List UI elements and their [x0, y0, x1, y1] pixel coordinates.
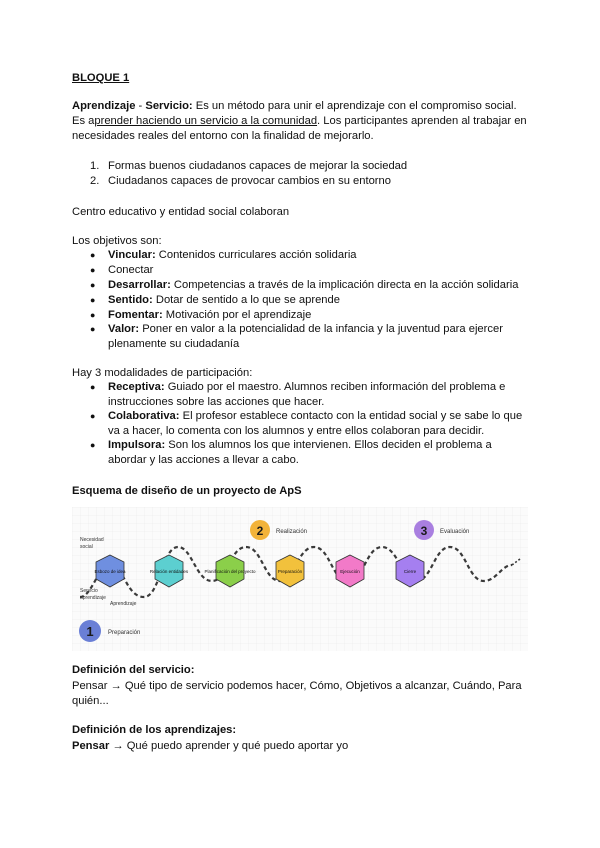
- intro-line-1: [72, 99, 517, 113]
- list-item: Valor: Poner en valor a la potencialidad de la infancia y la juventud para ejercer: [108, 323, 503, 335]
- service-def-line-2: quién...: [72, 695, 109, 707]
- list-item-continuation: plenamente su ciudadanía: [108, 338, 240, 350]
- list-item: Colaborativa: El profesor establece contacto con la entidad social y se sabe lo que: [108, 410, 523, 422]
- learning-def-text: → Qué puedo aprender y qué puedo aportar yo: [109, 740, 349, 752]
- list-item-continuation: va a hacer, lo comenta con los alumnos y entre ellos colaboran para decidir.: [108, 425, 485, 437]
- bullet-icon: ●: [90, 411, 96, 421]
- bullet-icon: ●: [90, 295, 96, 305]
- collab-line: Centro educativo y entidad social colaboran: [72, 206, 290, 218]
- step3-label: Evaluación: [440, 529, 470, 535]
- service-def-heading: Definición del servicio:: [72, 664, 195, 676]
- side-label: Servicio: [80, 588, 98, 594]
- list-number: 2.: [90, 175, 100, 187]
- list-item: Impulsora: Son los alumnos los que intervienen. Ellos deciden el problema a: [108, 439, 492, 451]
- intro-dash: -: [135, 100, 146, 112]
- side-label: social: [80, 544, 93, 550]
- bullet-icon: ●: [90, 280, 96, 290]
- list-item: Receptiva: Guiado por el maestro. Alumnos reciben información del problema e: [108, 381, 506, 393]
- block-title: BLOQUE 1: [72, 72, 130, 84]
- step2-label: Realización: [276, 529, 308, 535]
- step2-number: 2: [256, 524, 264, 538]
- objectives-intro: Los objetivos son:: [72, 235, 162, 247]
- modalities-intro: Hay 3 modalidades de participación:: [72, 367, 253, 379]
- bullet-icon: ●: [90, 440, 96, 450]
- intro-line2-rest: . Los participantes aprenden al trabajar en: [317, 115, 527, 127]
- list-item: Vincular: Contenidos curriculares acción solidaria: [108, 249, 357, 261]
- intro-line1-rest: Es un método para unir el aprendizaje con el compromiso social.: [192, 100, 517, 112]
- list-item: Ciudadanos capaces de provocar cambios en su entorno: [108, 175, 391, 187]
- list-item-continuation: instrucciones sobre las acciones que hacer.: [108, 396, 325, 408]
- side-label: aprendizaje: [80, 595, 106, 601]
- intro-line-3: necesidades reales del entorno con la finalidad de mejorarlo.: [72, 130, 374, 142]
- list-item: Desarrollar: Competencias a través de la implicación directa en la acción solidaria: [108, 279, 519, 291]
- hexagon-label: Ejecución: [340, 569, 360, 574]
- step1-label: Preparación: [108, 630, 141, 636]
- aps-diagram: [72, 507, 528, 651]
- intro-line-2: [72, 114, 527, 128]
- intro-line2-pre: Es a: [72, 115, 95, 127]
- side-label: Necesidad: [80, 537, 104, 543]
- list-item: Fomentar: Motivación por el aprendizaje: [108, 309, 312, 321]
- service-def-line-1: Pensar → Qué tipo de servicio podemos hacer, Cómo, Objetivos a alcanzar, Cuándo, Para: [72, 680, 522, 692]
- list-item: Sentido: Dotar de sentido a lo que se aprende: [108, 294, 340, 306]
- bullet-icon: ●: [90, 382, 96, 392]
- bullet-icon: ●: [90, 324, 96, 334]
- intro-underlined: prender haciendo un servicio a la comunidad: [94, 115, 318, 127]
- intro-term-servicio: Servicio:: [145, 100, 193, 112]
- learning-def-line: [72, 739, 348, 753]
- hexagon-label: Preparación: [277, 569, 303, 574]
- learning-def-term: Pensar: [72, 740, 110, 752]
- step1-number: 1: [86, 624, 94, 639]
- step3-number: 3: [420, 524, 428, 538]
- bullet-icon: ●: [90, 310, 96, 320]
- list-item: Conectar: [108, 264, 154, 276]
- hexagon-label: Cierre: [403, 569, 417, 574]
- learning-def-heading: Definición de los aprendizajes:: [72, 724, 237, 736]
- bullet-icon: ●: [90, 265, 96, 275]
- list-item: Formas buenos ciudadanos capaces de mejorar la sociedad: [108, 160, 408, 172]
- bullet-icon: ●: [90, 250, 96, 260]
- hexagon-label: Planificación del proyecto: [204, 569, 256, 574]
- diagram-title: Esquema de diseño de un proyecto de ApS: [72, 485, 302, 497]
- hexagon-label: Esbozo de idea: [94, 569, 126, 574]
- hexagon-label: Relación entidades: [149, 569, 189, 574]
- list-item-continuation: abordar y las acciones a llevar a cabo.: [108, 454, 299, 466]
- side-label: Aprendizaje: [110, 601, 137, 607]
- list-number: 1.: [90, 160, 100, 172]
- intro-term-aprendizaje: Aprendizaje: [72, 100, 136, 112]
